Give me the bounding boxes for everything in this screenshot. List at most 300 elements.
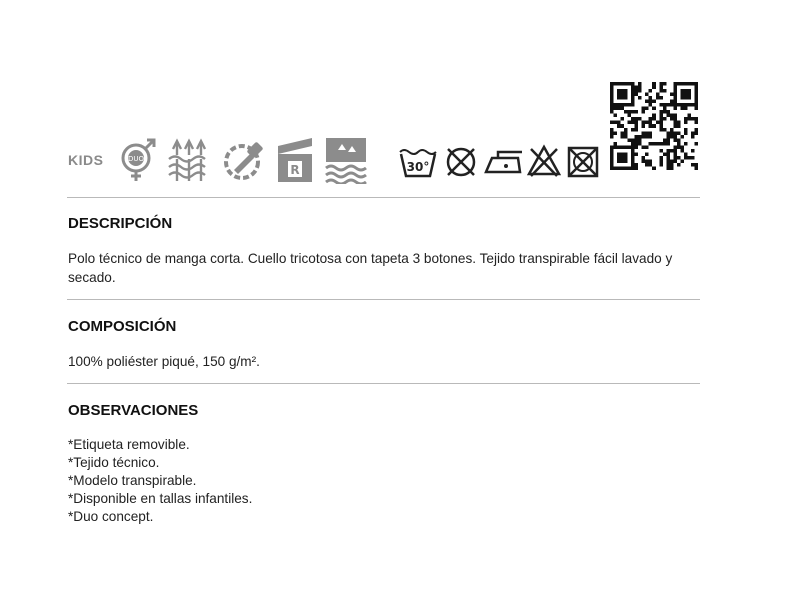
qr-module bbox=[624, 110, 628, 114]
qr-module bbox=[659, 96, 663, 100]
qr-module bbox=[663, 128, 667, 132]
qr-module bbox=[624, 103, 628, 107]
qr-module bbox=[635, 142, 639, 146]
qr-module bbox=[624, 82, 628, 86]
qr-module bbox=[624, 131, 628, 135]
qr-module bbox=[635, 124, 639, 128]
qr-module bbox=[694, 128, 698, 132]
qr-module bbox=[645, 107, 649, 111]
qr-module bbox=[652, 124, 656, 128]
qr-module bbox=[670, 100, 674, 104]
qr-module bbox=[645, 163, 649, 167]
list-item: *Duo concept. bbox=[68, 509, 154, 524]
qr-module bbox=[631, 159, 635, 163]
qr-module bbox=[663, 142, 667, 146]
qr-module bbox=[631, 166, 635, 170]
qr-module bbox=[666, 135, 670, 139]
qr-module bbox=[628, 114, 632, 118]
qr-module bbox=[656, 142, 660, 146]
qr-module bbox=[694, 142, 698, 146]
qr-module bbox=[684, 107, 688, 111]
qr-module bbox=[635, 93, 639, 97]
qr-module bbox=[687, 96, 691, 100]
qr-module bbox=[617, 93, 621, 97]
qr-module bbox=[635, 152, 639, 156]
qr-module bbox=[659, 156, 663, 160]
qr-module bbox=[610, 100, 614, 104]
qr-module bbox=[645, 135, 649, 139]
qr-module bbox=[663, 107, 667, 111]
qr-module bbox=[691, 156, 695, 160]
qr-module bbox=[663, 82, 667, 86]
qr-module bbox=[670, 131, 674, 135]
qr-module bbox=[659, 128, 663, 132]
qr-module bbox=[631, 142, 635, 146]
qr-module bbox=[694, 131, 698, 135]
qr-module bbox=[617, 145, 621, 149]
qr-module bbox=[631, 86, 635, 90]
qr-module bbox=[687, 117, 691, 121]
qr-module bbox=[673, 100, 677, 104]
observaciones-list bbox=[68, 436, 252, 526]
qr-module bbox=[621, 145, 625, 149]
qr-module bbox=[673, 82, 677, 86]
qr-module bbox=[631, 145, 635, 149]
qr-module bbox=[694, 100, 698, 104]
qr-module bbox=[635, 145, 639, 149]
qr-module bbox=[631, 117, 635, 121]
qr-module bbox=[680, 93, 684, 97]
qr-module bbox=[694, 93, 698, 97]
wash-30-icon bbox=[398, 146, 438, 178]
qr-module bbox=[691, 149, 695, 153]
qr-module bbox=[666, 156, 670, 160]
qr-module bbox=[670, 103, 674, 107]
qr-module bbox=[642, 145, 646, 149]
qr-module bbox=[680, 103, 684, 107]
qr-module bbox=[684, 142, 688, 146]
iron-low-icon bbox=[484, 148, 526, 176]
no-tumble-dry-icon bbox=[566, 145, 600, 179]
qr-module bbox=[670, 159, 674, 163]
qr-module bbox=[656, 96, 660, 100]
qr-module bbox=[624, 166, 628, 170]
qr-module bbox=[610, 159, 614, 163]
qr-module bbox=[687, 82, 691, 86]
qr-module bbox=[663, 103, 667, 107]
qr-module bbox=[670, 93, 674, 97]
qr-module bbox=[687, 156, 691, 160]
qr-module bbox=[673, 138, 677, 142]
qr-module bbox=[677, 138, 681, 142]
qr-module bbox=[635, 166, 639, 170]
qr-module bbox=[673, 156, 677, 160]
qr-module bbox=[621, 103, 625, 107]
qr-module bbox=[663, 110, 667, 114]
qr-module bbox=[659, 103, 663, 107]
qr-module bbox=[621, 117, 625, 121]
qr-module bbox=[652, 82, 656, 86]
qr-module bbox=[680, 145, 684, 149]
qr-module bbox=[621, 135, 625, 139]
qr-module bbox=[621, 131, 625, 135]
qr-module bbox=[687, 103, 691, 107]
qr-module bbox=[642, 131, 646, 135]
qr-module bbox=[677, 121, 681, 125]
qr-module bbox=[635, 117, 639, 121]
qr-module bbox=[694, 107, 698, 111]
qr-module bbox=[677, 156, 681, 160]
qr-module bbox=[621, 166, 625, 170]
qr-module bbox=[649, 135, 653, 139]
qr-module bbox=[614, 142, 618, 146]
qr-module bbox=[610, 86, 614, 90]
qr-module bbox=[652, 107, 656, 111]
wash-temp-label: 30° bbox=[406, 160, 430, 174]
qr-module bbox=[656, 121, 660, 125]
qr-module bbox=[642, 159, 646, 163]
section-title-composicion: COMPOSICIÓN bbox=[68, 318, 177, 335]
list-item: *Etiqueta removible. bbox=[68, 437, 190, 452]
qr-module bbox=[635, 138, 639, 142]
descripcion-text: Polo técnico de manga corta. Cuello tricotosa con tapeta 3 botones. Tejido transpirable fácil lavado y secado. bbox=[68, 251, 673, 285]
qr-module bbox=[610, 107, 614, 111]
qr-module bbox=[680, 96, 684, 100]
qr-module bbox=[614, 145, 618, 149]
qr-module bbox=[649, 121, 653, 125]
qr-module bbox=[677, 142, 681, 146]
qr-module bbox=[666, 131, 670, 135]
qr-module bbox=[642, 107, 646, 111]
list-item: *Modelo transpirable. bbox=[68, 473, 197, 488]
qr-module bbox=[691, 82, 695, 86]
qr-module bbox=[614, 82, 618, 86]
qr-module bbox=[628, 138, 632, 142]
qr-module bbox=[649, 131, 653, 135]
qr-module bbox=[684, 152, 688, 156]
qr-module bbox=[659, 82, 663, 86]
qr-module bbox=[673, 103, 677, 107]
qr-module bbox=[628, 110, 632, 114]
divider bbox=[67, 197, 700, 198]
qr-module bbox=[659, 89, 663, 93]
qr-module bbox=[691, 117, 695, 121]
qr-module bbox=[677, 131, 681, 135]
qr-module bbox=[673, 152, 677, 156]
qr-module bbox=[649, 159, 653, 163]
qr-module bbox=[666, 163, 670, 167]
qr-module bbox=[631, 128, 635, 132]
qr-module bbox=[631, 93, 635, 97]
qr-module bbox=[624, 128, 628, 132]
qr-module bbox=[631, 100, 635, 104]
qr-module bbox=[614, 131, 618, 135]
qr-module bbox=[684, 82, 688, 86]
qr-module bbox=[610, 149, 614, 153]
qr-module bbox=[659, 142, 663, 146]
qr-module bbox=[638, 142, 642, 146]
qr-module bbox=[649, 100, 653, 104]
qr-module bbox=[610, 135, 614, 139]
qr-module bbox=[673, 131, 677, 135]
qr-module bbox=[610, 103, 614, 107]
qr-module bbox=[684, 89, 688, 93]
gender-duo-icon bbox=[118, 138, 158, 182]
qr-module bbox=[621, 89, 625, 93]
qr-module bbox=[610, 156, 614, 160]
qr-module bbox=[610, 163, 614, 167]
qr-module bbox=[670, 117, 674, 121]
qr-module bbox=[652, 86, 656, 90]
list-item: *Tejido técnico. bbox=[68, 455, 160, 470]
qr-module bbox=[624, 159, 628, 163]
qr-module bbox=[638, 138, 642, 142]
qr-module bbox=[610, 89, 614, 93]
kids-label: KIDS bbox=[68, 152, 104, 168]
qr-module bbox=[624, 156, 628, 160]
qr-module bbox=[666, 138, 670, 142]
divider bbox=[67, 383, 700, 384]
qr-module bbox=[645, 93, 649, 97]
qr-module bbox=[680, 149, 684, 153]
qr-module bbox=[635, 163, 639, 167]
qr-module bbox=[610, 93, 614, 97]
qr-module bbox=[642, 135, 646, 139]
qr-module bbox=[631, 96, 635, 100]
qr-module bbox=[666, 166, 670, 170]
qr-module bbox=[617, 124, 621, 128]
qr-module bbox=[673, 89, 677, 93]
qr-module bbox=[663, 89, 667, 93]
qr-module bbox=[610, 152, 614, 156]
qr-module bbox=[663, 152, 667, 156]
qr-module bbox=[663, 117, 667, 121]
qr-module bbox=[642, 124, 646, 128]
qr-module bbox=[610, 121, 614, 125]
qr-module bbox=[645, 131, 649, 135]
qr-module bbox=[621, 156, 625, 160]
qr-module bbox=[649, 117, 653, 121]
qr-module bbox=[673, 107, 677, 111]
qr-module bbox=[624, 89, 628, 93]
qr-module bbox=[670, 135, 674, 139]
qr-module bbox=[638, 135, 642, 139]
qr-module bbox=[659, 121, 663, 125]
qr-module bbox=[673, 135, 677, 139]
qr-module bbox=[694, 89, 698, 93]
qr-module bbox=[635, 128, 639, 132]
qr-module bbox=[645, 145, 649, 149]
section-title-descripcion: DESCRIPCIÓN bbox=[68, 215, 173, 232]
qr-module bbox=[645, 100, 649, 104]
qr-module bbox=[635, 89, 639, 93]
qr-module bbox=[684, 156, 688, 160]
qr-module bbox=[635, 110, 639, 114]
qr-module bbox=[631, 82, 635, 86]
qr-module bbox=[631, 89, 635, 93]
qr-module bbox=[617, 89, 621, 93]
breathable-fabric-icon bbox=[167, 137, 211, 183]
qr-module bbox=[628, 166, 632, 170]
qr-module bbox=[680, 89, 684, 93]
qr-module bbox=[649, 96, 653, 100]
qr-module bbox=[673, 93, 677, 97]
qr-module bbox=[617, 96, 621, 100]
qr-module bbox=[673, 159, 677, 163]
qr-module bbox=[621, 107, 625, 111]
qr-module bbox=[670, 114, 674, 118]
qr-module bbox=[691, 103, 695, 107]
qr-module bbox=[638, 86, 642, 90]
qr-module bbox=[642, 156, 646, 160]
qr-module bbox=[649, 103, 653, 107]
qr-module bbox=[673, 124, 677, 128]
qr-module bbox=[666, 114, 670, 118]
qr-module bbox=[617, 107, 621, 111]
qr-module bbox=[610, 82, 614, 86]
qr-module bbox=[649, 89, 653, 93]
qr-module bbox=[621, 124, 625, 128]
qr-module bbox=[691, 131, 695, 135]
qr-module bbox=[617, 152, 621, 156]
qr-module bbox=[610, 128, 614, 132]
qr-module bbox=[628, 103, 632, 107]
qr-module bbox=[694, 121, 698, 125]
qr-module bbox=[659, 110, 663, 114]
qr-module bbox=[666, 110, 670, 114]
qr-module bbox=[621, 159, 625, 163]
qr-module bbox=[684, 121, 688, 125]
qr-module bbox=[670, 149, 674, 153]
qr-module bbox=[677, 103, 681, 107]
qr-module bbox=[621, 82, 625, 86]
duo-label: DUO bbox=[127, 155, 145, 163]
qr-module bbox=[624, 145, 628, 149]
qr-module bbox=[666, 152, 670, 156]
qr-module bbox=[635, 121, 639, 125]
qr-module bbox=[617, 166, 621, 170]
qr-module bbox=[677, 163, 681, 167]
qr-module bbox=[645, 152, 649, 156]
qr-module bbox=[638, 96, 642, 100]
qr-module bbox=[635, 86, 639, 90]
qr-module bbox=[673, 149, 677, 153]
qr-module bbox=[621, 152, 625, 156]
qr-module bbox=[659, 117, 663, 121]
no-chlorine-bleach-icon bbox=[526, 143, 562, 179]
qr-module bbox=[659, 114, 663, 118]
qr-module bbox=[617, 156, 621, 160]
qr-module bbox=[652, 114, 656, 118]
qr-module bbox=[652, 117, 656, 121]
qr-module bbox=[677, 82, 681, 86]
qr-module bbox=[673, 86, 677, 90]
qr-module bbox=[694, 163, 698, 167]
qr-module bbox=[687, 114, 691, 118]
composicion-text: 100% poliéster piqué, 150 g/m². bbox=[68, 354, 260, 369]
qr-module bbox=[659, 159, 663, 163]
easy-dry-icon bbox=[220, 137, 266, 183]
qr-module bbox=[617, 82, 621, 86]
svg-text:R: R bbox=[290, 163, 300, 177]
qr-module bbox=[642, 121, 646, 125]
qr-module bbox=[631, 138, 635, 142]
qr-module bbox=[691, 135, 695, 139]
qr-module bbox=[666, 149, 670, 153]
list-item: *Disponible en tallas infantiles. bbox=[68, 491, 253, 506]
qr-module bbox=[670, 163, 674, 167]
qr-module bbox=[610, 145, 614, 149]
qr-module bbox=[673, 145, 677, 149]
qr-module bbox=[628, 121, 632, 125]
qr-module bbox=[631, 103, 635, 107]
qr-module bbox=[684, 117, 688, 121]
qr-module bbox=[610, 131, 614, 135]
qr-module bbox=[631, 110, 635, 114]
qr-module bbox=[631, 121, 635, 125]
technical-fabric-icon bbox=[324, 136, 368, 184]
qr-module bbox=[624, 93, 628, 97]
qr-module bbox=[638, 89, 642, 93]
removable-label-icon bbox=[276, 136, 314, 184]
qr-module bbox=[621, 96, 625, 100]
qr-module bbox=[670, 166, 674, 170]
qr-module bbox=[621, 93, 625, 97]
qr-module bbox=[614, 114, 618, 118]
qr-module bbox=[631, 156, 635, 160]
qr-module bbox=[680, 107, 684, 111]
qr-module bbox=[694, 117, 698, 121]
qr-module bbox=[631, 152, 635, 156]
qr-module bbox=[684, 131, 688, 135]
qr-module bbox=[666, 159, 670, 163]
qr-module bbox=[642, 110, 646, 114]
qr-module bbox=[631, 149, 635, 153]
qr-module bbox=[694, 96, 698, 100]
section-title-observaciones: OBSERVACIONES bbox=[68, 402, 199, 419]
qr-module bbox=[684, 128, 688, 132]
qr-module bbox=[673, 114, 677, 118]
qr-module bbox=[610, 96, 614, 100]
qr-module bbox=[680, 135, 684, 139]
qr-module bbox=[694, 103, 698, 107]
qr-module bbox=[645, 159, 649, 163]
qr-module bbox=[652, 166, 656, 170]
qr-module bbox=[673, 121, 677, 125]
qr-module bbox=[684, 96, 688, 100]
qr-module bbox=[649, 142, 653, 146]
qr-module bbox=[694, 82, 698, 86]
qr-module bbox=[673, 117, 677, 121]
divider bbox=[67, 299, 700, 300]
qr-module bbox=[666, 103, 670, 107]
qr-module bbox=[659, 124, 663, 128]
qr-module bbox=[638, 82, 642, 86]
qr-module bbox=[680, 82, 684, 86]
qr-module bbox=[691, 163, 695, 167]
qr-module bbox=[610, 166, 614, 170]
no-bleach-icon bbox=[444, 145, 478, 179]
qr-module bbox=[659, 86, 663, 90]
qr-module bbox=[624, 96, 628, 100]
qr-module bbox=[666, 142, 670, 146]
qr-module bbox=[624, 135, 628, 139]
qr-module bbox=[617, 103, 621, 107]
qr-module bbox=[638, 117, 642, 121]
qr-module bbox=[631, 163, 635, 167]
qr-module bbox=[628, 145, 632, 149]
qr-module bbox=[614, 166, 618, 170]
